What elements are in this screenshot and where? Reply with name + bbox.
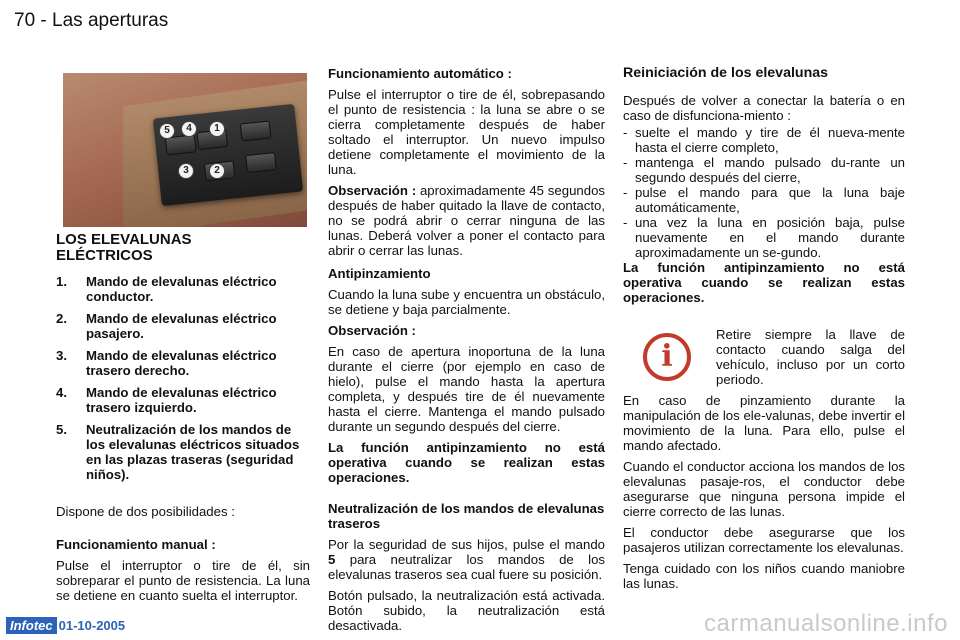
list-item bbox=[56, 385, 310, 415]
switch-panel bbox=[153, 104, 303, 206]
label-3: 3 bbox=[178, 163, 194, 179]
item-text: Mando de elevalunas eléctrico trasero izquierdo. bbox=[86, 385, 277, 415]
label-1: 1 bbox=[209, 121, 225, 137]
list-item bbox=[56, 348, 310, 378]
observation-text: aproximadamente 45 segundos después de haber quitado la llave de contacto, no se podrá abrir o cerrar ninguna de las lunas. Deberá volver a poner el contacto para abrir o cerrar las lunas. bbox=[328, 183, 605, 258]
info-text-1: Retire siempre la llave de contacto cuando salga del vehículo, incluso por un corto periodo. bbox=[716, 327, 905, 387]
item-number: 1. bbox=[56, 274, 67, 289]
reset-warning: La función antipinzamiento no está operativa cuando se realizan estas operaciones. bbox=[623, 260, 905, 305]
column-right bbox=[623, 66, 905, 597]
footer bbox=[6, 617, 125, 635]
reset-heading: Reiniciación de los elevalunas bbox=[623, 65, 829, 81]
dash: - bbox=[623, 215, 628, 230]
infotec-logo: Infotec bbox=[6, 617, 57, 634]
dash: - bbox=[623, 185, 628, 200]
step-text: una vez la luna en posición baja, pulse nuevamente en el mando durante aproximadamente un se-gundo. bbox=[635, 215, 905, 260]
dash: - bbox=[623, 155, 628, 170]
observation-2-text: En caso de apertura inoportuna de la luna durante el cierre (por ejemplo en caso de hielo), pulse el mando hasta la apertura completa, y después tire de él nuevamente hasta el cierre. Mantenga el mando pulsado durante un segundo después del cierre. bbox=[328, 344, 605, 434]
item-text: Neutralización de los mandos de los elevalunas eléctricos situados en las plazas traseras (seguridad niños). bbox=[86, 422, 300, 482]
neutralization-text-2: Botón pulsado, la neutralización está activada. Botón subido, la neutralización está desactivada. bbox=[328, 588, 605, 633]
antipinch-text: Cuando la luna sube y encuentra un obstáculo, se detiene y baja parcialmente. bbox=[328, 287, 605, 317]
manual-text: Pulse el interruptor o tire de él, sin sobreparar el punto de resistencia. La luna se detiene en cuanto suelta el interruptor. bbox=[56, 558, 310, 603]
list-item bbox=[56, 422, 310, 482]
reset-intro: Después de volver a conectar la batería o en caso de disfunciona-miento : bbox=[623, 93, 905, 123]
item-text: Mando de elevalunas eléctrico pasajero. bbox=[86, 311, 277, 341]
dash: - bbox=[623, 125, 628, 140]
info-box bbox=[623, 327, 905, 591]
observation-label: Observación : bbox=[328, 183, 417, 198]
antipinch-heading: Antipinzamiento bbox=[328, 266, 431, 281]
info-text-4: El conductor debe asegurarse que los pasajeros utilizan correctamente los elevalunas. bbox=[623, 525, 905, 555]
step-text: pulse el mando para que la luna baje automáticamente, bbox=[635, 185, 905, 215]
intro-text: Dispone de dos posibilidades : bbox=[56, 504, 235, 519]
footer-date: 01-10-2005 bbox=[58, 618, 126, 634]
step-text: mantenga el mando pulsado du-rante un segundo después del cierre, bbox=[635, 155, 905, 185]
auto-text: Pulse el interruptor o tire de él, sobrepasando el punto de resistencia : la luna se abre o se cierra completamente después de haber soltado el interruptor. Un nuevo impulso detiene completamente el movimiento de la luna. bbox=[328, 87, 605, 177]
auto-heading: Funcionamiento automático : bbox=[328, 66, 512, 81]
label-5: 5 bbox=[159, 123, 175, 139]
neutralization-heading: Neutralización de los mandos de elevalunas traseros bbox=[328, 501, 605, 531]
list-item bbox=[623, 125, 905, 155]
list-item bbox=[56, 274, 310, 304]
reset-steps bbox=[623, 125, 905, 260]
switch-1 bbox=[240, 120, 272, 141]
page-header bbox=[14, 10, 168, 32]
section-title: Las aperturas bbox=[52, 10, 169, 31]
label-4: 4 bbox=[181, 121, 197, 137]
page-number: 70 bbox=[14, 10, 36, 31]
neutralization-text bbox=[328, 537, 605, 582]
header-separator: - bbox=[35, 10, 53, 31]
list-item bbox=[623, 155, 905, 185]
column-middle bbox=[328, 66, 605, 639]
info-text-5: Tenga cuidado con los niños cuando maniobre las lunas. bbox=[623, 561, 905, 591]
item-number: 3. bbox=[56, 348, 67, 363]
item-text: Mando de elevalunas eléctrico trasero derecho. bbox=[86, 348, 277, 378]
list-item bbox=[56, 311, 310, 341]
info-text-2: En caso de pinzamiento durante la manipulación de los ele-valunas, debe invertir el movimiento de la luna. Para ello, pulse el mando afectado. bbox=[623, 393, 905, 453]
column-left bbox=[56, 232, 310, 609]
warning-text: La función antipinzamiento no está operativa cuando se realizan estas operaciones. bbox=[328, 440, 605, 485]
label-2: 2 bbox=[209, 163, 225, 179]
info-icon: i bbox=[643, 333, 691, 381]
watermark: carmanualsonline.info bbox=[704, 610, 948, 637]
neutralization-number: 5 bbox=[328, 552, 336, 567]
list-item bbox=[623, 215, 905, 260]
item-number: 4. bbox=[56, 385, 67, 400]
control-list bbox=[56, 274, 310, 482]
window-switch-photo bbox=[63, 73, 307, 227]
item-text: Mando de elevalunas eléctrico conductor. bbox=[86, 274, 277, 304]
manual-heading: Funcionamiento manual : bbox=[56, 537, 216, 552]
observation-1 bbox=[328, 183, 605, 258]
list-item bbox=[623, 185, 905, 215]
info-text-3: Cuando el conductor acciona los mandos de los elevalunas pasaje-ros, el conductor debe asegurarse que ninguna persona impide el cierre correcto de las lunas. bbox=[623, 459, 905, 519]
item-number: 5. bbox=[56, 422, 67, 437]
observation-2-label: Observación : bbox=[328, 323, 416, 338]
section-heading: LOS ELEVALUNAS ELÉCTRICOS bbox=[56, 231, 192, 264]
neutralization-text-a: Por la seguridad de sus hijos, pulse el mando bbox=[328, 537, 605, 552]
switch-2 bbox=[245, 152, 277, 173]
step-text: suelte el mando y tire de él nueva-mente hasta el cierre completo, bbox=[635, 125, 905, 155]
item-number: 2. bbox=[56, 311, 67, 326]
neutralization-text-b: para neutralizar los mandos de los elevalunas traseros sea cual fuere su posición. bbox=[328, 552, 605, 582]
